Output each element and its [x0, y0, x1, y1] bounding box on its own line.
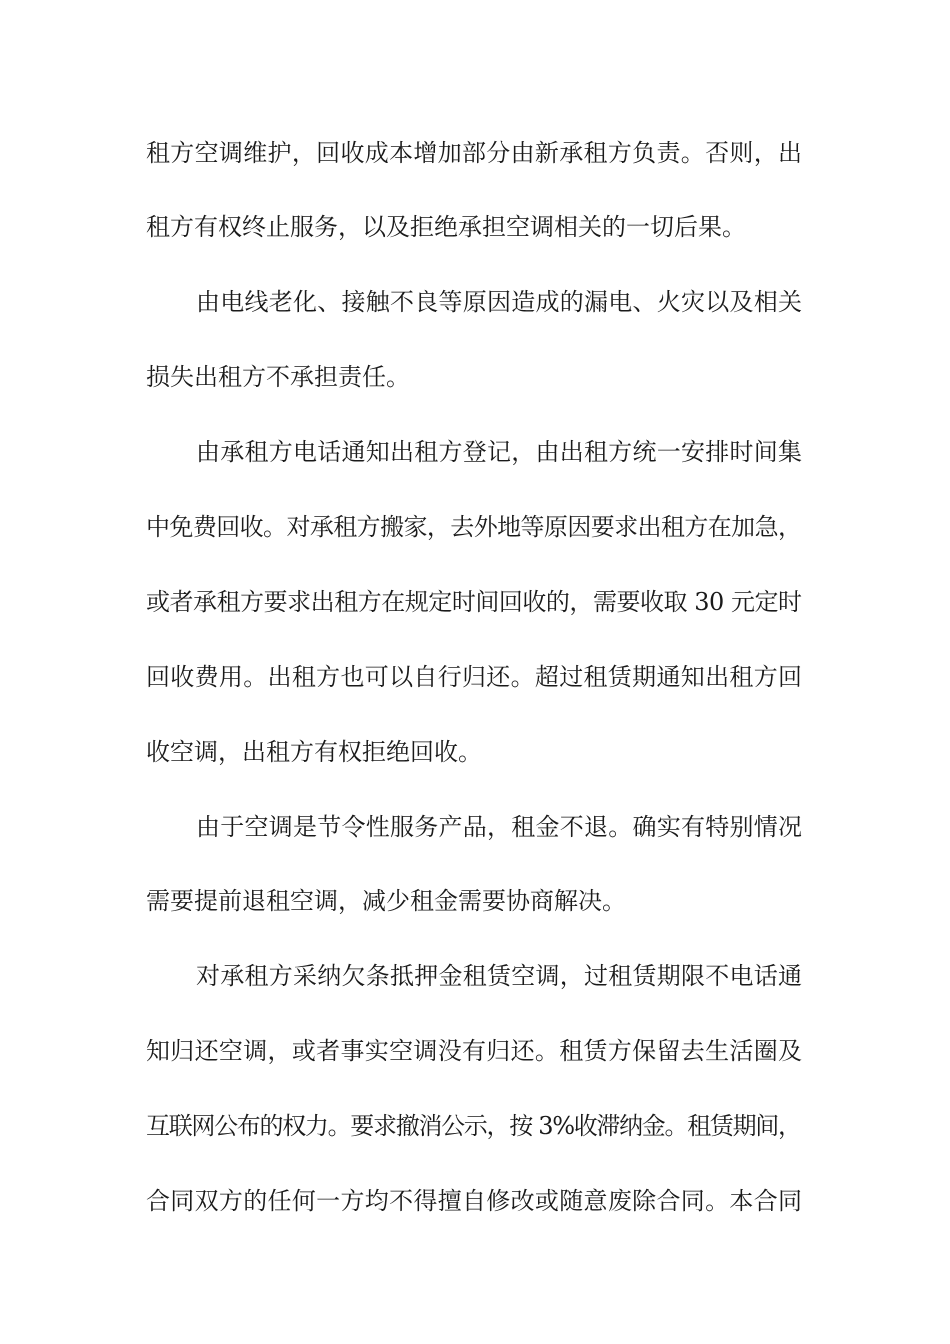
text-line — [0, 956, 950, 996]
text-line-content: 需要提前退租空调，减少租金需要协商解决。 — [146, 887, 626, 915]
text-line-content: 中免费回收。对承租方搬家，去外地等原因要求出租方在加急， — [146, 513, 802, 541]
text-line — [0, 1031, 950, 1071]
text-line — [0, 582, 950, 622]
text-line-content: 损失出租方不承担责任。 — [146, 363, 410, 391]
text-line — [0, 1181, 950, 1221]
text-line — [0, 1106, 950, 1146]
text-line — [0, 357, 950, 397]
text-line-content: 由于空调是节令性服务产品，租金不退。确实有特别情况 — [196, 813, 803, 841]
text-line — [0, 133, 950, 173]
text-line-content: 回收费用。出租方也可以自行归还。超过租赁期通知出租方回 — [146, 663, 803, 691]
text-line-content: 租方有权终止服务，以及拒绝承担空调相关的一切后果。 — [146, 213, 746, 241]
text-line — [0, 807, 950, 847]
text-line-content: 合同双方的任何一方均不得擅自修改或随意废除合同。本合同 — [146, 1187, 803, 1215]
text-line-content: 收空调，出租方有权拒绝回收。 — [146, 738, 482, 766]
text-line-content: 对承租方采纳欠条抵押金租赁空调，过租赁期限不电话通 — [196, 962, 803, 990]
text-line-content: 租方空调维护，回收成本增加部分由新承租方负责。否则，出 — [146, 139, 803, 167]
text-line — [0, 507, 950, 547]
text-line — [0, 881, 950, 921]
text-line-content: 或者承租方要求出租方在规定时间回收的，需要收取 30 元定时 — [146, 588, 802, 616]
text-line-content: 知归还空调，或者事实空调没有归还。租赁方保留去生活圈及 — [146, 1037, 803, 1065]
text-line-content: 由电线老化、接触不良等原因造成的漏电、火灾以及相关 — [196, 288, 803, 316]
text-line — [0, 207, 950, 247]
text-line — [0, 657, 950, 697]
text-line — [0, 432, 950, 472]
text-line — [0, 282, 950, 322]
text-line-content: 由承租方电话通知出租方登记，由出租方统一安排时间集 — [196, 438, 803, 466]
text-line-content: 互联网公布的权力。要求撤消公示，按 3%收滞纳金。租赁期间， — [146, 1112, 801, 1140]
text-line — [0, 732, 950, 772]
